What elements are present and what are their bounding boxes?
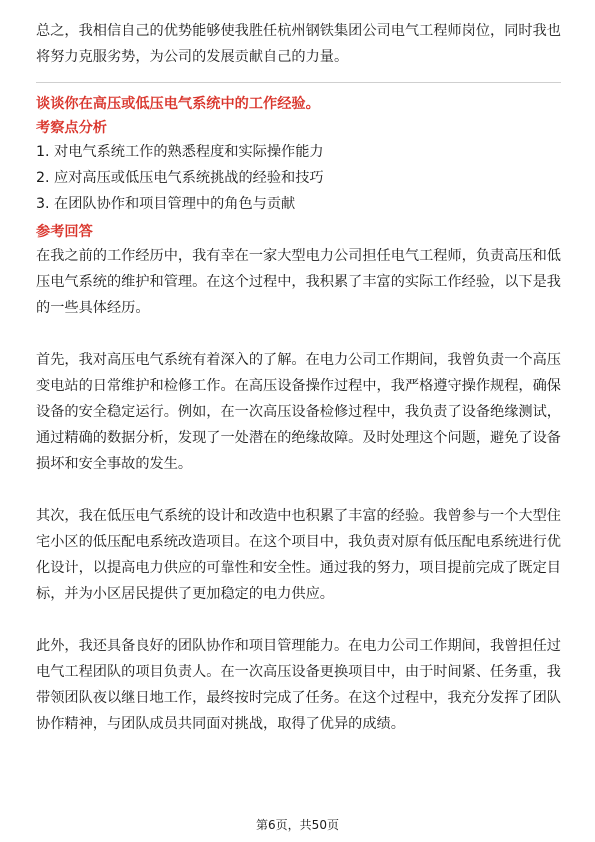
analysis-point: 1. 对电气系统工作的熟悉程度和实际操作能力 xyxy=(36,144,324,160)
page-number: 第6页，共50页 xyxy=(256,818,339,832)
answer-paragraph: 此外，我还具备良好的团队协作和项目管理能力。在电力公司工作期间，我曾担任过电气工程团队的项目负责人。在一次高压设备更换项目中，由于时间紧、任务重，我带领团队夜以继日地工作，最终按时完成了任务。在这个过程中，我充分发挥了团队协作精神，与团队成员共同面对挑战，取得了优异的成绩。 xyxy=(36,638,561,732)
answer-paragraph: 其次，我在低压电气系统的设计和改造中也积累了丰富的经验。我曾参与一个大型住宅小区的低压配电系统改造项目。在这个项目中，我负责对原有低压配电系统进行优化设计，以提高电力供应的可靠性和安全性。通过我的努力，项目提前完成了既定目标，并为小区居民提供了更加稳定的电力供应。 xyxy=(36,508,561,602)
document-page xyxy=(36,18,561,737)
section-divider xyxy=(36,82,561,83)
analysis-point: 2. 应对高压或低压电气系统挑战的经验和技巧 xyxy=(36,170,324,186)
paragraph-spacer xyxy=(36,607,561,633)
answer-heading: 参考回答 xyxy=(36,224,93,240)
intro-conclusion: 总之，我相信自己的优势能够使我胜任杭州钢铁集团公司电气工程师岗位，同时我也将努力克服劣势，为公司的发展贡献自己的力量。 xyxy=(36,23,561,65)
analysis-points xyxy=(36,139,561,217)
question-title: 谈谈你在高压或低压电气系统中的工作经验。 xyxy=(36,96,320,112)
analysis-heading: 考察点分析 xyxy=(36,120,107,136)
answer-paragraph: 在我之前的工作经历中，我有幸在一家大型电力公司担任电气工程师，负责高压和低压电气系统的维护和管理。在这个过程中，我积累了丰富的实际工作经验，以下是我的一些具体经历。 xyxy=(36,248,561,316)
paragraph-spacer xyxy=(36,477,561,503)
answer-paragraph: 首先，我对高压电气系统有着深入的了解。在电力公司工作期间，我曾负责一个高压变电站的日常维护和检修工作。在高压设备操作过程中，我严格遵守操作规程，确保设备的安全稳定运行。例如，在一次高压设备检修过程中，我负责了设备绝缘测试，通过精确的数据分析，发现了一处潜在的绝缘故障。及时处理这个问题，避免了设备损坏和安全事故的发生。 xyxy=(36,352,561,472)
paragraph-spacer xyxy=(36,321,561,347)
analysis-point: 3. 在团队协作和项目管理中的角色与贡献 xyxy=(36,196,296,212)
